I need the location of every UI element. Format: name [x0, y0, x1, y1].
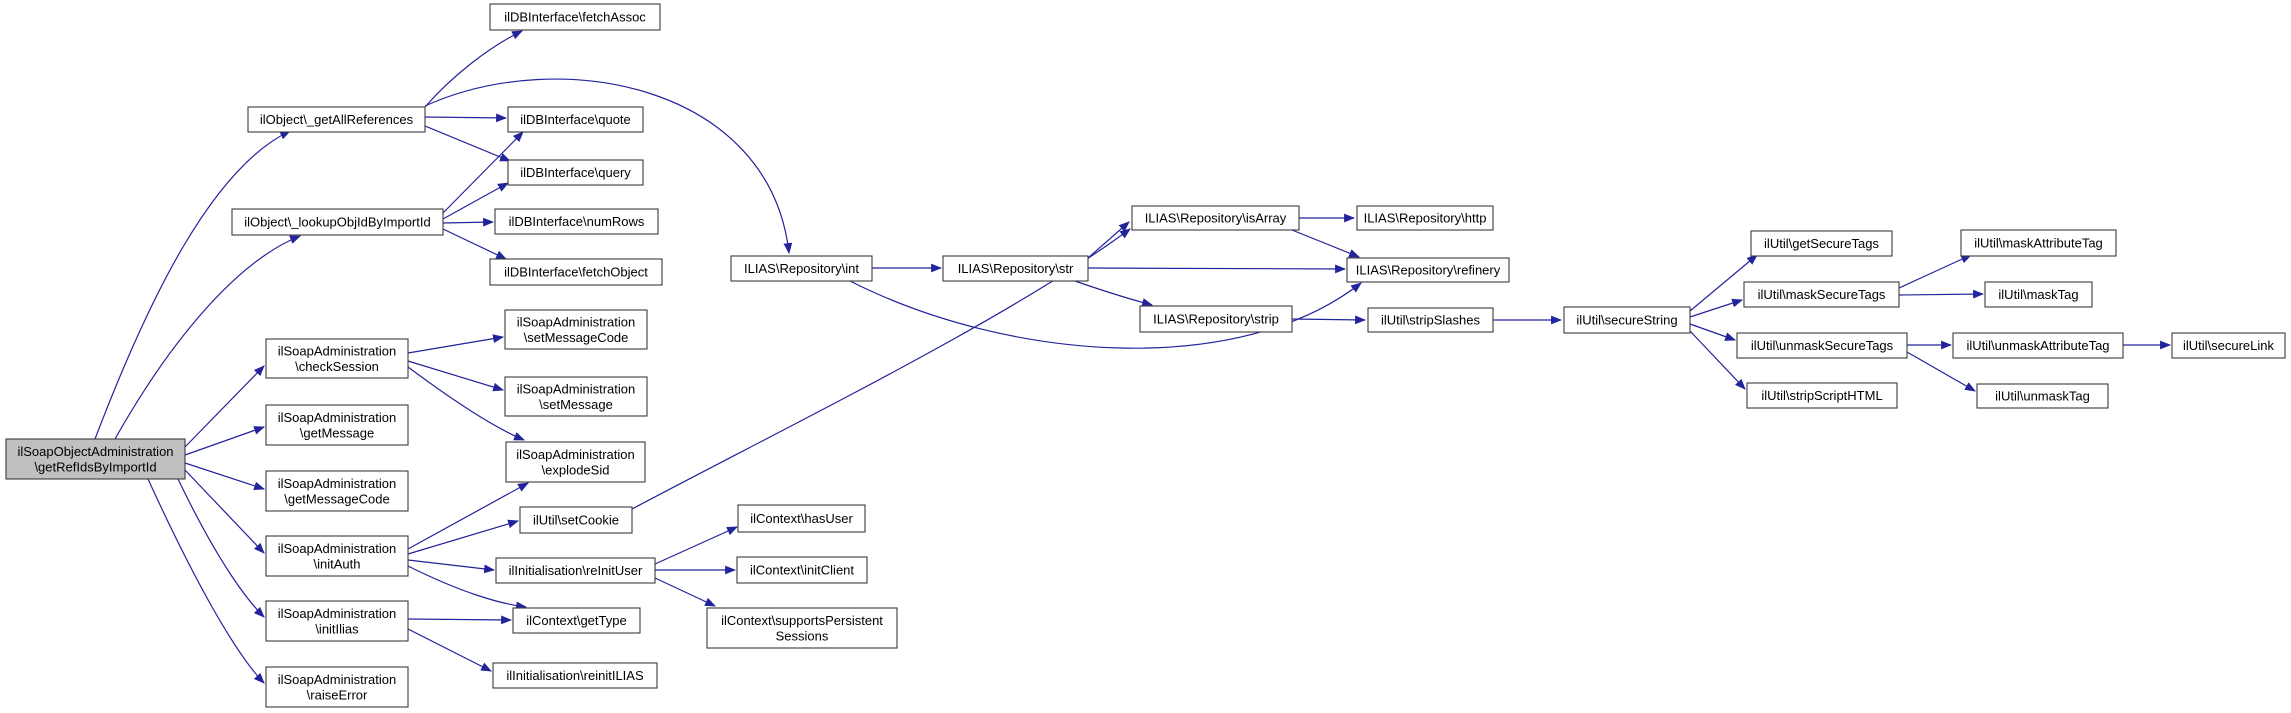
node-P[interactable] — [505, 377, 647, 416]
node-E[interactable] — [266, 405, 408, 445]
node-S[interactable] — [496, 558, 655, 583]
node-label: ILIAS\Repository\http — [1363, 210, 1487, 226]
node-label: ilSoapAdministration \initIlias — [277, 605, 397, 637]
edge-S-V — [655, 527, 737, 564]
node-Q[interactable] — [506, 442, 645, 482]
node-label: ilObject\_getAllReferences — [259, 112, 414, 127]
edge-S-X — [655, 578, 715, 606]
edge-AD-AE — [1292, 319, 1365, 320]
node-label: ilSoapAdministration \checkSession — [277, 343, 397, 374]
node-label: ilInitialisation\reInitUser — [508, 563, 643, 578]
edge-A-E — [185, 427, 264, 455]
edge-AF-AH — [1690, 300, 1742, 317]
edge-H-U — [408, 629, 491, 671]
node-H[interactable] — [266, 601, 408, 641]
node-B[interactable] — [248, 107, 425, 132]
node-U[interactable] — [493, 663, 657, 688]
node-label: ilUtil\maskTag — [1998, 287, 2079, 302]
node-AN[interactable] — [2172, 333, 2285, 358]
edge-G-R — [408, 521, 518, 554]
node-G[interactable] — [266, 536, 408, 576]
edge-AH-AL — [1899, 294, 1983, 295]
edge-A-G — [185, 470, 264, 553]
node-label: ilUtil\maskAttributeTag — [1974, 235, 2103, 251]
node-label: ILIAS\Repository\str — [957, 261, 1074, 276]
node-label: ILIAS\Repository\isArray — [1144, 210, 1287, 226]
node-label: ilSoapAdministration \setMessageCode — [516, 314, 636, 345]
node-N[interactable] — [490, 259, 662, 285]
node-label: ilObject\_lookupObjIdByImportId — [244, 214, 431, 230]
edge-Z-AC — [1088, 268, 1345, 269]
node-C[interactable] — [232, 209, 443, 235]
edge-G-S — [408, 560, 494, 570]
node-label: ilDBInterface\fetchAssoc — [504, 9, 646, 25]
edge-D-P — [408, 361, 503, 390]
node-AA[interactable] — [1132, 206, 1299, 230]
node-AJ[interactable] — [1747, 383, 1897, 408]
node-label: ilUtil\unmaskAttributeTag — [1966, 338, 2110, 353]
node-W[interactable] — [737, 557, 867, 583]
edge-A-D — [185, 366, 264, 447]
node-AD[interactable] — [1140, 306, 1292, 332]
node-AH[interactable] — [1744, 282, 1899, 307]
node-D[interactable] — [266, 339, 408, 378]
edge-A-F — [185, 463, 264, 489]
node-Y[interactable] — [731, 256, 872, 281]
edge-A-H — [178, 479, 264, 617]
node-label: ilUtil\stripSlashes — [1381, 312, 1480, 328]
node-label: ilSoapAdministration \explodeSid — [516, 446, 635, 478]
node-label: ilContext\getType — [526, 613, 627, 628]
node-label: ilDBInterface\query — [520, 165, 631, 180]
node-label: ilDBInterface\quote — [520, 112, 631, 127]
node-label: ilSoapAdministration \initAuth — [277, 540, 397, 572]
node-label: ILIAS\Repository\int — [744, 261, 859, 276]
node-T[interactable] — [513, 608, 640, 633]
node-AC[interactable] — [1347, 258, 1509, 282]
node-M[interactable] — [495, 209, 658, 234]
edge-G-Q — [408, 483, 528, 549]
edge-AH-AK — [1899, 255, 1971, 288]
node-label: ilDBInterface\numRows — [508, 214, 645, 229]
node-A-root[interactable] — [6, 439, 185, 479]
node-label: ilSoapAdministration \getMessageCode — [277, 475, 397, 507]
node-J[interactable] — [490, 4, 660, 30]
node-L[interactable] — [508, 160, 643, 185]
edge-Z-AD — [1075, 281, 1152, 305]
edge-Z-AA — [1088, 222, 1129, 258]
edge-C-M — [443, 222, 493, 223]
node-AO[interactable] — [1977, 384, 2108, 408]
node-O[interactable] — [505, 310, 647, 349]
node-AE[interactable] — [1368, 308, 1493, 332]
node-F[interactable] — [266, 471, 408, 511]
node-AB[interactable] — [1357, 206, 1493, 230]
node-label: ilUtil\unmaskTag — [1995, 388, 2090, 404]
node-AL[interactable] — [1985, 282, 2092, 307]
node-label: ILIAS\Repository\refinery — [1355, 262, 1501, 278]
node-AK[interactable] — [1961, 230, 2116, 256]
node-Z[interactable] — [943, 256, 1088, 281]
node-label: ilUtil\getSecureTags — [1764, 236, 1879, 251]
edge-AA-AC — [1292, 230, 1359, 257]
node-label: ilContext\hasUser — [750, 511, 853, 526]
node-AG[interactable] — [1751, 231, 1892, 256]
node-label: ILIAS\Repository\strip — [1153, 311, 1279, 327]
node-AM[interactable] — [1953, 333, 2123, 358]
node-label: ilUtil\maskSecureTags — [1757, 287, 1886, 302]
edge-B-L — [425, 126, 510, 161]
node-label: ilSoapAdministration \getMessage — [277, 409, 397, 441]
node-label: ilSoapObjectAdministration \getRefIdsByImportId — [17, 443, 174, 475]
edge-A-I — [148, 479, 264, 683]
node-label: ilDBInterface\fetchObject — [504, 264, 648, 280]
node-V[interactable] — [738, 505, 865, 532]
node-I[interactable] — [266, 667, 408, 707]
edge-B-K — [425, 117, 506, 118]
node-K[interactable] — [508, 107, 643, 132]
node-label: ilSoapAdministration \setMessage — [516, 381, 636, 412]
node-X[interactable] — [707, 608, 897, 648]
node-label: ilContext\supportsPersistent Sessions — [721, 612, 883, 644]
node-label: ilInitialisation\reinitILIAS — [506, 668, 644, 683]
node-label: ilUtil\stripScriptHTML — [1761, 388, 1883, 403]
node-AF[interactable] — [1564, 307, 1690, 333]
node-label: ilSoapAdministration \raiseError — [277, 671, 397, 703]
node-R[interactable] — [520, 507, 632, 533]
node-label: ilUtil\secureLink — [2182, 338, 2275, 353]
node-label: ilUtil\secureString — [1576, 312, 1678, 328]
node-label: ilContext\initClient — [749, 562, 855, 578]
node-AI[interactable] — [1737, 333, 1907, 358]
edge-D-O — [408, 337, 503, 353]
edge-B-J — [425, 31, 522, 107]
node-label: ilUtil\setCookie — [533, 512, 619, 528]
edge-H-T — [408, 619, 511, 620]
node-label: ilUtil\unmaskSecureTags — [1750, 338, 1894, 353]
edge-A-B — [95, 131, 290, 439]
